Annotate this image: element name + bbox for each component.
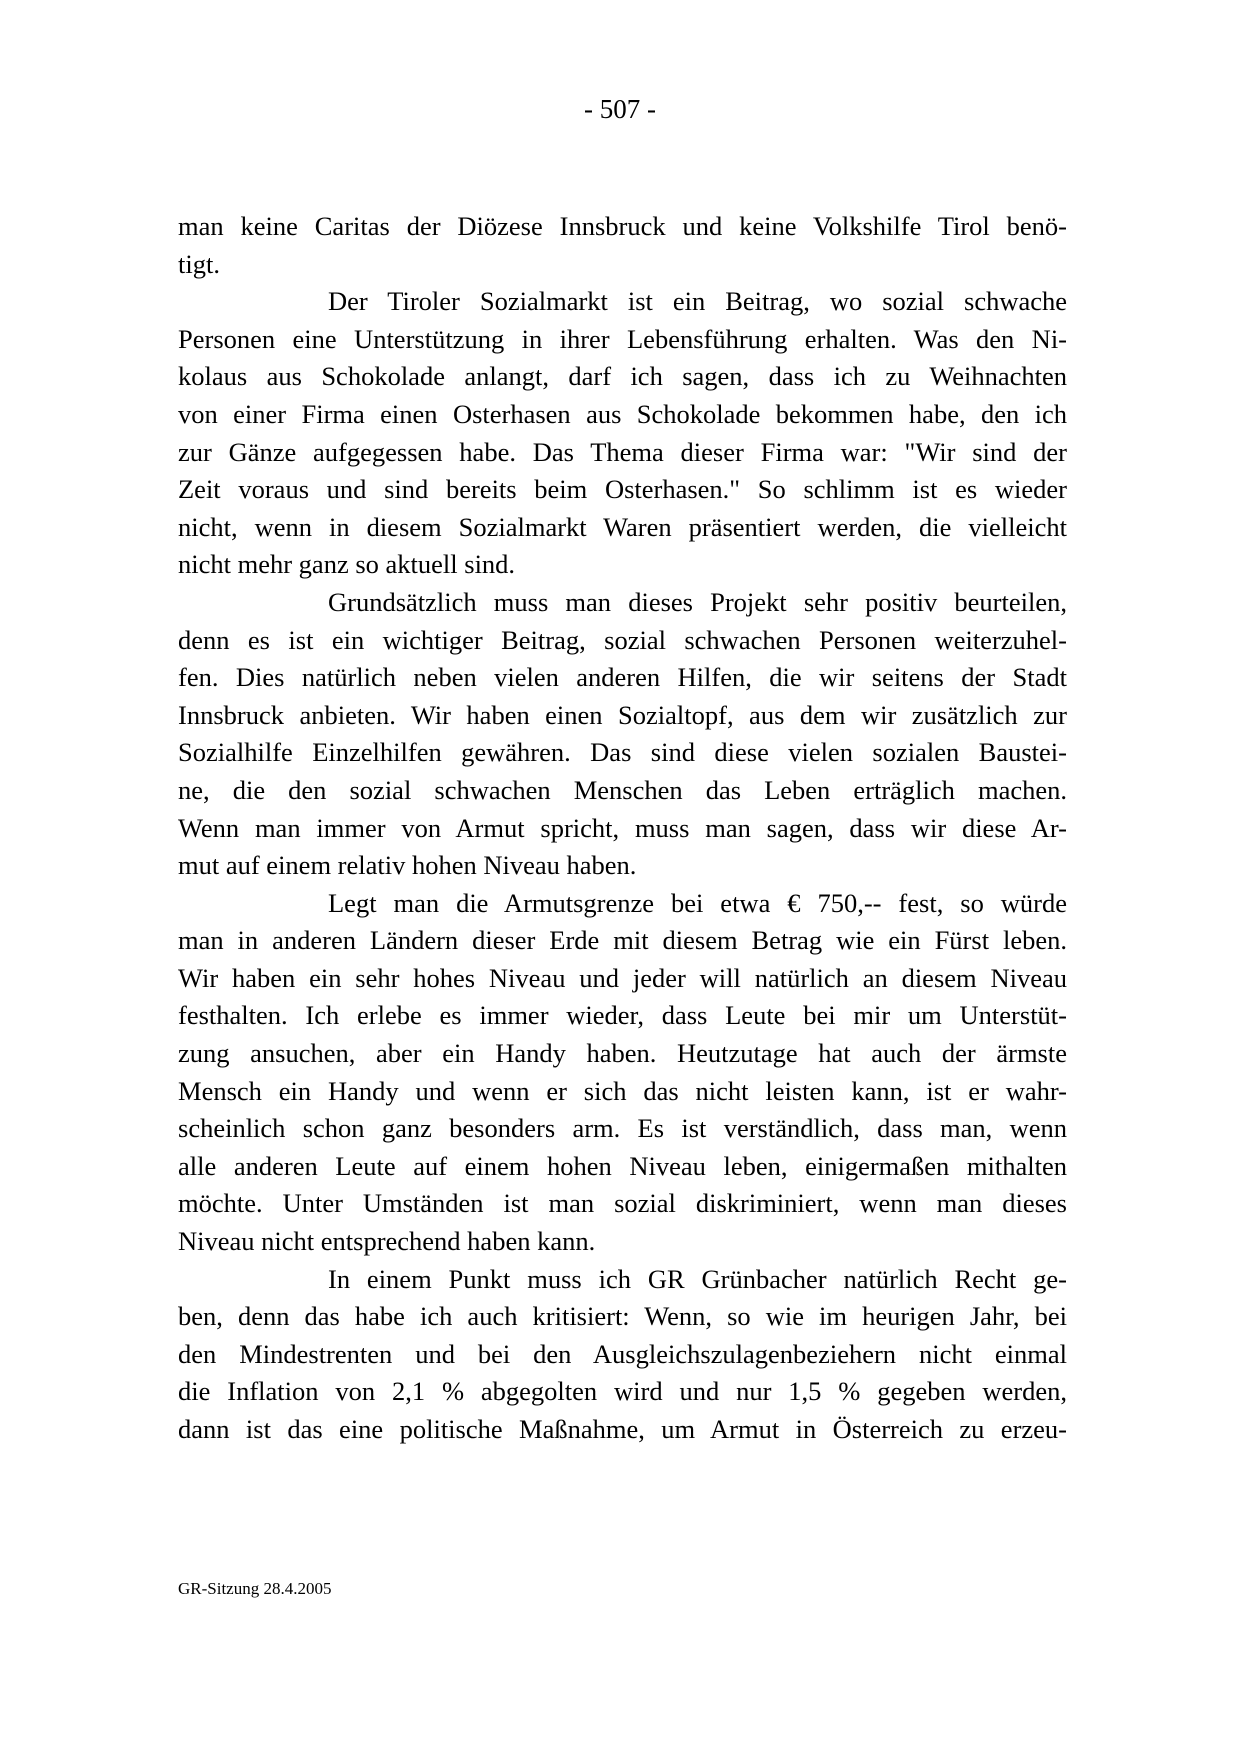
body-line: Grundsätzlich muss man dieses Projekt sehr positiv beurteilen, bbox=[328, 586, 1067, 617]
body-line: man keine Caritas der Diözese Innsbruck und keine Volkshilfe Tirol benö- bbox=[178, 211, 1067, 241]
body-line: scheinlich schon ganz besonders arm. Es ist verständlich, dass man, wenn bbox=[178, 1113, 1067, 1144]
body-line: zur Gänze aufgegessen habe. Das Thema dieser Firma war: "Wir sind der bbox=[178, 436, 1067, 467]
body-line: Zeit voraus und sind bereits beim Osterhasen." So schlimm ist es wieder bbox=[178, 474, 1067, 505]
body-line: ben, denn das habe ich auch kritisiert: Wenn, so wie im heurigen Jahr, bei bbox=[178, 1301, 1067, 1332]
body-line: Personen eine Unterstützung in ihrer Lebensführung erhalten. Was den Ni- bbox=[178, 323, 1067, 354]
body-line: kolaus aus Schokolade anlangt, darf ich sagen, dass ich zu Weihnachten bbox=[178, 361, 1067, 392]
body-line: In einem Punkt muss ich GR Grünbacher natürlich Recht ge- bbox=[328, 1263, 1067, 1294]
body-line: Der Tiroler Sozialmarkt ist ein Beitrag, wo sozial schwache bbox=[328, 286, 1067, 317]
body-line: Legt man die Armutsgrenze bei etwa € 750,-- fest, so würde bbox=[328, 887, 1067, 918]
body-line: alle anderen Leute auf einem hohen Niveau leben, einigermaßen mithalten bbox=[178, 1150, 1067, 1181]
body-line: den Mindestrenten und bei den Ausgleichszulagenbeziehern nicht einmal bbox=[178, 1338, 1067, 1369]
body-line: mut auf einem relativ hohen Niveau haben. bbox=[178, 850, 637, 881]
body-line: nicht, wenn in diesem Sozialmarkt Waren präsentiert werden, die vielleicht bbox=[178, 511, 1067, 542]
body-line: Wir haben ein sehr hohes Niveau und jeder will natürlich an diesem Niveau bbox=[178, 962, 1067, 993]
page-number: - 507 - bbox=[584, 94, 656, 124]
body-line: ne, die den sozial schwachen Menschen das Leben erträglich machen. bbox=[178, 774, 1067, 805]
body-line: möchte. Unter Umständen ist man sozial diskriminiert, wenn man dieses bbox=[178, 1188, 1067, 1219]
body-line: von einer Firma einen Osterhasen aus Schokolade bekommen habe, den ich bbox=[178, 398, 1067, 429]
body-line: dann ist das eine politische Maßnahme, um Armut in Österreich zu erzeu- bbox=[178, 1414, 1067, 1444]
body-text bbox=[178, 208, 1067, 1449]
body-line: Innsbruck anbieten. Wir haben einen Sozialtopf, aus dem wir zusätzlich zur bbox=[178, 699, 1067, 730]
body-line: zung ansuchen, aber ein Handy haben. Heutzutage hat auch der ärmste bbox=[178, 1038, 1067, 1069]
body-line: man in anderen Ländern dieser Erde mit diesem Betrag wie ein Fürst leben. bbox=[178, 925, 1067, 956]
body-line: tigt. bbox=[178, 248, 220, 279]
body-line: die Inflation von 2,1 % abgegolten wird und nur 1,5 % gegeben werden, bbox=[178, 1376, 1067, 1407]
body-line: Wenn man immer von Armut spricht, muss man sagen, dass wir diese Ar- bbox=[178, 812, 1067, 843]
footer-session-date: GR-Sitzung 28.4.2005 bbox=[178, 1579, 332, 1598]
body-line: festhalten. Ich erlebe es immer wieder, dass Leute bei mir um Unterstüt- bbox=[178, 1000, 1067, 1031]
body-line: denn es ist ein wichtiger Beitrag, sozial schwachen Personen weiterzuhel- bbox=[178, 624, 1067, 655]
body-line: Mensch ein Handy und wenn er sich das nicht leisten kann, ist er wahr- bbox=[178, 1075, 1067, 1106]
body-line: Sozialhilfe Einzelhilfen gewähren. Das sind diese vielen sozialen Baustei- bbox=[178, 737, 1067, 768]
body-line: fen. Dies natürlich neben vielen anderen Hilfen, die wir seitens der Stadt bbox=[178, 662, 1067, 693]
body-line: Niveau nicht entsprechend haben kann. bbox=[178, 1226, 596, 1257]
body-line: nicht mehr ganz so aktuell sind. bbox=[178, 549, 516, 580]
